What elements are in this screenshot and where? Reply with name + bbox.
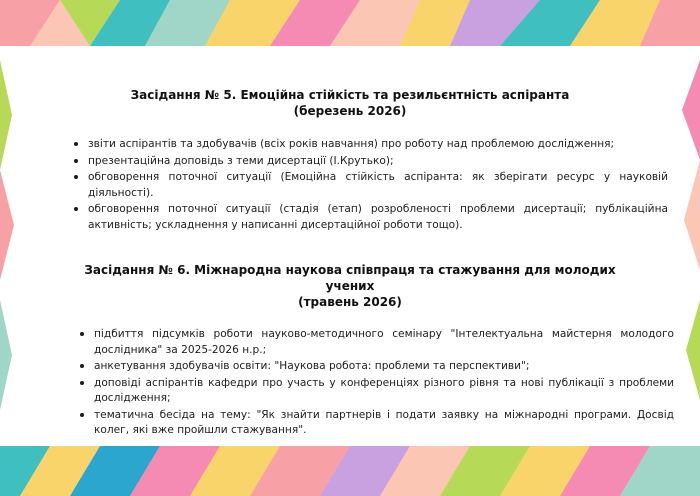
meeting-6-heading: [0, 262, 700, 310]
list-item: • анкетування здобувачів освіти: "Наукова робота: проблеми та перспективи";: [94, 358, 674, 375]
meeting-5-title: Засідання № 5. Емоційна стійкість та резильєнтність аспіранта: [130, 88, 570, 102]
meeting-6-title: Засідання № 6. Міжнародна наукова співпраця та стажування для молодих: [84, 263, 616, 277]
list-item: • обговорення поточної ситуації (стадія (етап) розробленості проблеми дисертації; публікаційна активність; ускладнення у написанні дисертаційної роботи тощо).: [88, 201, 668, 233]
list-item: • підбиття підсумків роботи науково-методичного семінару "Інтелектуальна майстерня молодого дослідника" за 2025-2026 н.р.;: [94, 326, 674, 358]
list-item: • обговорення поточної ситуації (Емоційна стійкість аспіранта: як зберігати ресурс у науковій діяльності).: [88, 169, 668, 201]
meeting-5-list: [72, 136, 668, 233]
list-item: • презентаційна доповідь з теми дисертації (І.Крутько);: [88, 153, 668, 170]
meeting-6-list: [78, 326, 674, 439]
meeting-5-heading: [0, 87, 700, 119]
list-item: • звіти аспірантів та здобувачів (всіх років навчання) про роботу над проблемою дослідження;: [88, 136, 668, 153]
list-item: • доповіді аспірантів кафедри про участь у конференціях різного рівня та нові публікації з проблеми дослідження;: [94, 375, 674, 407]
meeting-6-title-cont: учених: [325, 279, 375, 293]
meeting-5-date: (березень 2026): [293, 104, 407, 118]
list-item: • тематична бесіда на тему: "Як знайти партнерів і подати заявку на міжнародні програми. Досвід колег, які вже пройшли стажування".: [94, 407, 674, 439]
meeting-6-date: (травень 2026): [298, 295, 402, 309]
